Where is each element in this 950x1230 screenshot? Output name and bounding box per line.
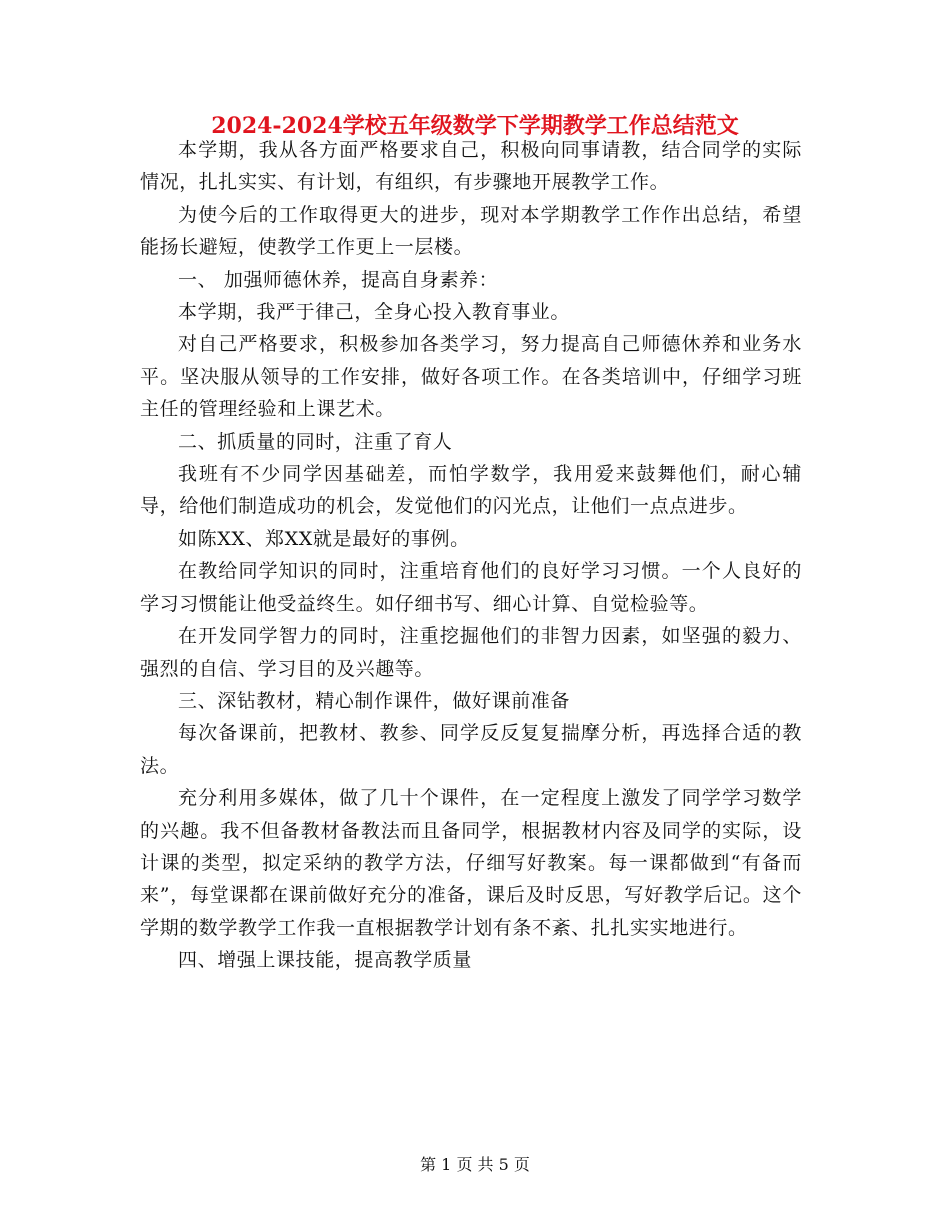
section-heading-2: 二、抓质量的同时，注重了育人: [178, 430, 453, 453]
paragraph: 如陈XX、郑XX就是最好的事例。: [178, 527, 470, 550]
section-heading-3: 三、深钻教材，精心制作课件，做好课前准备: [178, 689, 571, 712]
paragraph: 在教给同学知识的同时，注重培育他们的良好学习习惯。一个人良好的学习习惯能让他受益终生。如仔细书写、细心计算、自觉检验等。: [140, 560, 802, 615]
page-number-footer: 第 1 页 共 5 页: [420, 1155, 530, 1174]
paragraph: 充分利用多媒体，做了几十个课件，在一定程度上激发了同学学习数学的兴趣。我不但备教材备教法而且备同学，根据教材内容及同学的实际，设计课的类型，拟定采纳的教学方法，仔细写好教案。每一课都做到“有备而来”，每堂课都在课前做好充分的准备，课后及时反思，写好教学后记。这个学期的数学教学工作我一直根据教学计划有条不紊、扎扎实实地进行。: [140, 787, 802, 939]
paragraph-summary-purpose: 为使今后的工作取得更大的进步，现对本学期教学工作作出总结，希望能扬长避短，使教学工作更上一层楼。: [140, 203, 802, 259]
paragraph: 对自己严格要求，积极参加各类学习，努力提高自己师德休养和业务水平。坚决服从领导的工作安排，做好各项工作。在各类培训中，仔细学习班主任的管理经验和上课艺术。: [140, 333, 802, 421]
paragraph: 在开发同学智力的同时，注重挖掘他们的非智力因素，如坚强的毅力、强烈的自信、学习目的及兴趣等。: [140, 625, 802, 680]
document-body: [140, 134, 802, 977]
paragraph-intro: 本学期，我从各方面严格要求自己，积极向同事请教，结合同学的实际情况，扎扎实实、有计划，有组织，有步骤地开展教学工作。: [140, 139, 802, 194]
paragraph: 我班有不少同学因基础差，而怕学数学，我用爱来鼓舞他们，耐心辅导，给他们制造成功的机会，发觉他们的闪光点，让他们一点点进步。: [140, 463, 802, 518]
section-heading-1: 一、 加强师德休养，提高自身素养：: [178, 268, 499, 291]
document-title: 2024-2024学校五年级数学下学期教学工作总结范文: [211, 113, 739, 139]
section-heading-4: 四、增强上课技能，提高教学质量: [178, 949, 473, 972]
paragraph: 本学期，我严于律己，全身心投入教育事业。: [178, 301, 571, 324]
paragraph: 每次备课前，把教材、教参、同学反反复复揣摩分析，再选择合适的教法。: [140, 722, 802, 777]
